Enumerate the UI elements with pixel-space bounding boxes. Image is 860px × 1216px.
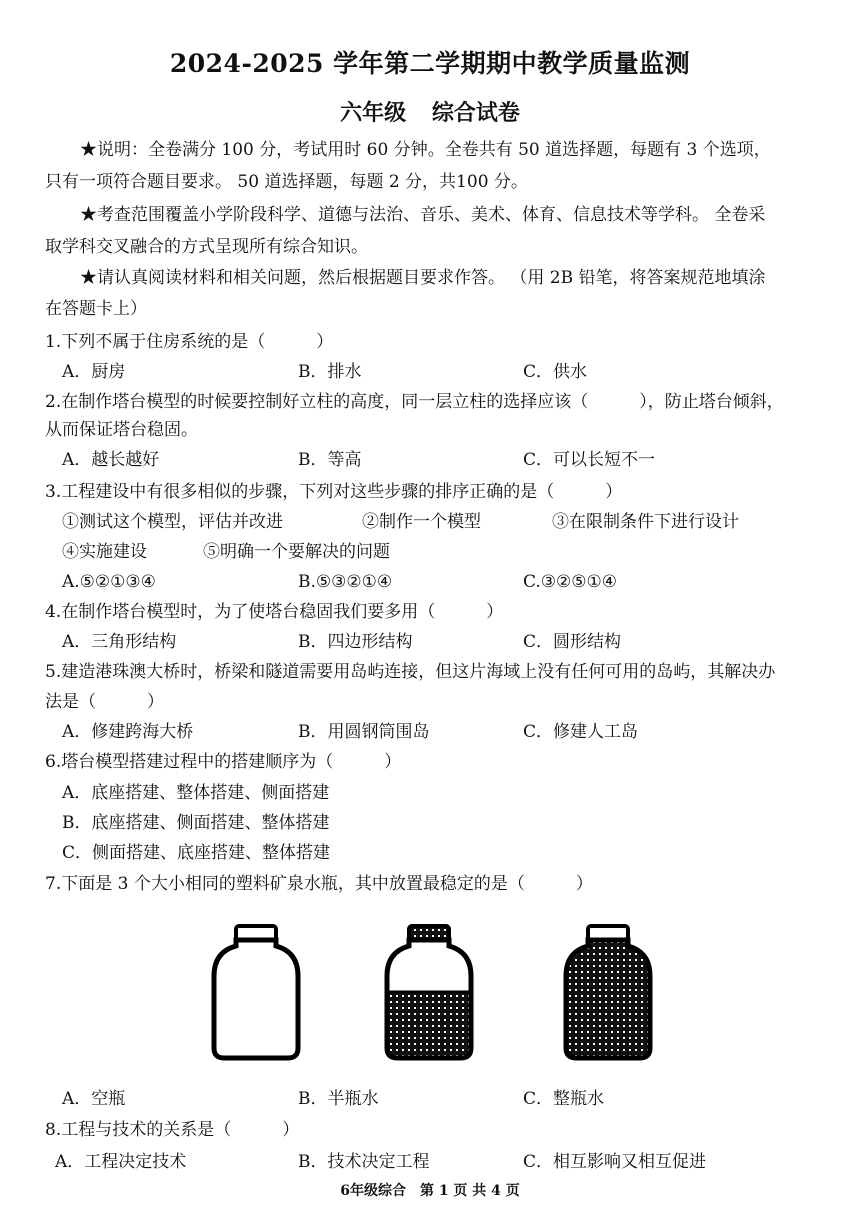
question-3: 3.工程建设中有很多相似的步骤，下列对这些步骤的排序正确的是（ ）: [45, 482, 623, 502]
q7-option-b[interactable]: B．半瓶水: [298, 1089, 379, 1109]
exam-title: 2024-2025 学年第二学期期中教学质量监测: [169, 49, 691, 78]
question-1: 1.下列不属于住房系统的是（ ）: [45, 332, 334, 352]
instruction-line: ★说明：全卷满分 100 分，考试用时 60 分钟。全卷共有 50 道选择题，每题有 3 个选项，: [80, 140, 771, 160]
q6-option-a[interactable]: A．底座搭建、整体搭建、侧面搭建: [62, 783, 330, 803]
q6-option-b[interactable]: B．底座搭建、侧面搭建、整体搭建: [62, 813, 330, 833]
question-8: 8.工程与技术的关系是（ ）: [45, 1120, 300, 1140]
half-bottle-icon: [383, 922, 475, 1062]
question-4: 4.在制作塔台模型时，为了使塔台稳固我们要多用（ ）: [45, 602, 504, 622]
q8-option-b[interactable]: B．技术决定工程: [298, 1152, 430, 1172]
q8-option-a[interactable]: A．工程决定技术: [55, 1152, 187, 1172]
instruction-line: ★考查范围覆盖小学阶段科学、道德与法治、音乐、美术、体育、信息技术等学科。 全卷采: [80, 205, 766, 225]
q5-option-b[interactable]: B．用圆钢筒围岛: [298, 722, 430, 742]
q3-option-c[interactable]: C.③②⑤①④: [523, 572, 618, 592]
q6-option-c[interactable]: C．侧面搭建、底座搭建、整体搭建: [62, 843, 331, 863]
empty-bottle-icon: [210, 922, 302, 1062]
question-2-cont: 从而保证塔台稳固。: [45, 420, 198, 440]
q3-option-b[interactable]: B.⑤③②①④: [298, 572, 393, 592]
q2-option-b[interactable]: B．等高: [298, 450, 362, 470]
q2-option-c[interactable]: C．可以长短不一: [523, 450, 656, 470]
q7-option-a[interactable]: A．空瓶: [62, 1089, 126, 1109]
exam-subtitle: 六年级 综合试卷: [340, 100, 520, 126]
q8-option-c[interactable]: C．相互影响又相互促进: [523, 1152, 707, 1172]
instruction-line: 只有一项符合题目要求。 50 道选择题，每题 2 分，共100 分。: [45, 172, 528, 192]
instruction-line: 取学科交叉融合的方式呈现所有综合知识。: [45, 237, 368, 257]
full-bottle-icon: [562, 922, 654, 1062]
q4-option-b[interactable]: B．四边形结构: [298, 632, 413, 652]
question-7: 7.下面是 3 个大小相同的塑料矿泉水瓶，其中放置最稳定的是（ ）: [45, 874, 593, 894]
question-5-cont: 法是（ ）: [45, 692, 164, 712]
instruction-line: 在答题卡上）: [45, 299, 147, 319]
q2-option-a[interactable]: A．越长越好: [62, 450, 160, 470]
q3-step-1: ①测试这个模型，评估并改进: [62, 512, 283, 532]
instruction-line: ★请认真阅读材料和相关问题，然后根据题目要求作答。 （用 2B 铅笔，将答案规范地填涂: [80, 268, 766, 288]
q4-option-a[interactable]: A．三角形结构: [62, 632, 177, 652]
q1-option-c[interactable]: C．供水: [523, 362, 588, 382]
q5-option-a[interactable]: A．修建跨海大桥: [62, 722, 194, 742]
q3-step-2: ②制作一个模型: [362, 512, 481, 532]
q1-option-a[interactable]: A．厨房: [62, 362, 126, 382]
question-6: 6.塔台模型搭建过程中的搭建顺序为（ ）: [45, 752, 402, 772]
q3-step-4: ④实施建设: [62, 542, 147, 562]
page-footer: 6年级综合 第 1 页 共 4 页: [340, 1183, 520, 1199]
q3-option-a[interactable]: A.⑤②①③④: [62, 572, 156, 592]
question-5: 5.建造港珠澳大桥时，桥梁和隧道需要用岛屿连接，但这片海域上没有任何可用的岛屿，其解决办: [45, 662, 776, 682]
q1-option-b[interactable]: B．排水: [298, 362, 362, 382]
q3-step-5: ⑤明确一个要解决的问题: [203, 542, 390, 562]
q5-option-c[interactable]: C．修建人工岛: [523, 722, 639, 742]
q7-option-c[interactable]: C．整瓶水: [523, 1089, 605, 1109]
question-2: 2.在制作塔台模型的时候要控制好立柱的高度，同一层立柱的选择应该（ ），防止塔台倾斜，: [45, 392, 784, 412]
q4-option-c[interactable]: C．圆形结构: [523, 632, 622, 652]
q3-step-3: ③在限制条件下进行设计: [552, 512, 739, 532]
